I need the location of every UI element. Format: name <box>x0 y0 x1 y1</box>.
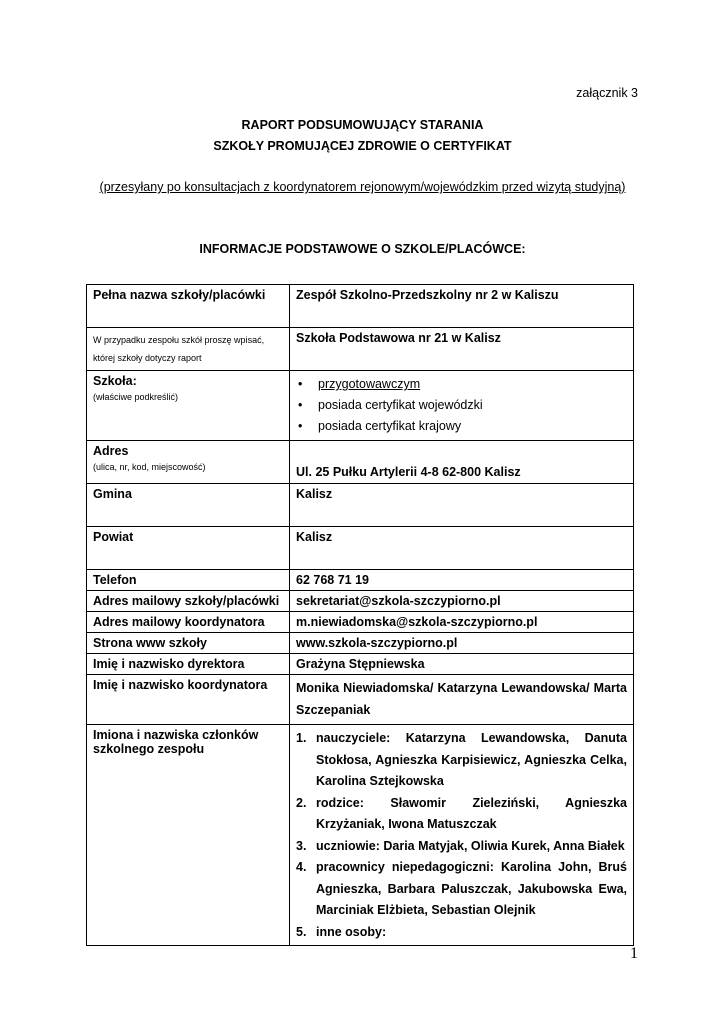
list-item: 4. pracownicy niepedagogiczni: Karolina John, Bruś Agnieszka, Barbara Paluszczak, Jakubowska Ewa, Marciniak Elżbieta, Sebastian Olejnik <box>296 860 627 917</box>
table-row <box>87 484 634 527</box>
table-row <box>87 675 634 725</box>
school-status-options <box>290 371 634 441</box>
phone-label: Telefon <box>87 570 290 591</box>
full-name-label: Pełna nazwa szkoły/placówki <box>87 285 290 328</box>
page-number: 1 <box>630 945 638 962</box>
table-row <box>87 570 634 591</box>
team-list-cell <box>290 725 634 946</box>
complex-value: Szkoła Podstawowa nr 21 w Kalisz <box>290 328 634 371</box>
website-value: www.szkola-szczypiorno.pl <box>290 633 634 654</box>
full-name-value: Zespół Szkolno-Przedszkolny nr 2 w Kaliszu <box>290 285 634 328</box>
school-status-sublabel: (właściwe podkreślić) <box>93 392 179 402</box>
list-item: 2. rodzice: Sławomir Zieleziński, Agnieszka Krzyżaniak, Iwona Matuszczak <box>296 795 627 831</box>
commune-label: Gmina <box>87 484 290 527</box>
coordinator-value: Monika Niewiadomska/ Katarzyna Lewandowska/ Marta Szczepaniak <box>290 675 634 725</box>
phone-value: 62 768 71 19 <box>290 570 634 591</box>
complex-label-line1: W przypadku zespołu szkół proszę wpisać, <box>93 335 265 345</box>
status-option: • posiada certyfikat krajowy <box>318 416 627 437</box>
list-item: 1. nauczyciele: Katarzyna Lewandowska, Danuta Stokłosa, Agnieszka Karpisiewicz, Agnieszka Celka, Karolina Sztejkowska <box>296 731 627 788</box>
table-row <box>87 633 634 654</box>
table-row <box>87 371 634 441</box>
director-value: Grażyna Stępniewska <box>290 654 634 675</box>
section-title: INFORMACJE PODSTAWOWE O SZKOLE/PLACÓWCE: <box>199 242 526 256</box>
address-value: Ul. 25 Pułku Artylerii 4-8 62-800 Kalisz <box>296 465 521 479</box>
school-status-label: Szkoła: <box>93 374 137 388</box>
address-value-cell <box>290 441 634 484</box>
list-item: 5. inne osoby: <box>296 924 387 939</box>
website-label: Strona www szkoły <box>87 633 290 654</box>
table-row <box>87 612 634 633</box>
report-title-line1: RAPORT PODSUMOWUJĄCY STARANIA <box>241 118 484 132</box>
county-label: Powiat <box>87 527 290 570</box>
coordinator-email-label: Adres mailowy koordynatora <box>87 612 290 633</box>
coordinator-email-value: m.niewiadomska@szkola-szczypiorno.pl <box>290 612 634 633</box>
school-email-label: Adres mailowy szkoły/placówki <box>87 591 290 612</box>
school-status-label-cell <box>87 371 290 441</box>
table-row <box>87 527 634 570</box>
table-row <box>87 654 634 675</box>
status-option: • przygotowawczym <box>318 374 627 395</box>
school-email-value: sekretariat@szkola-szczypiorno.pl <box>290 591 634 612</box>
team-list <box>296 728 627 943</box>
address-label: Adres <box>93 444 129 458</box>
status-option: • posiada certyfikat wojewódzki <box>318 395 627 416</box>
complex-label-line2: której szkoły dotyczy raport <box>93 353 202 363</box>
team-label: Imiona i nazwiska członków szkolnego zespołu <box>87 725 290 946</box>
coordinator-label: Imię i nazwisko koordynatora <box>87 675 290 725</box>
county-value: Kalisz <box>290 527 634 570</box>
commune-value: Kalisz <box>290 484 634 527</box>
table-row <box>87 725 634 946</box>
address-sublabel: (ulica, nr, kod, miejscowość) <box>93 462 206 472</box>
table-row <box>87 591 634 612</box>
table-row <box>87 328 634 371</box>
school-info-table <box>86 284 634 946</box>
report-subtitle: (przesyłany po konsultacjach z koordynatorem rejonowym/wojewódzkim przed wizytą studyjną) <box>99 180 626 194</box>
attachment-label: załącznik 3 <box>576 86 638 100</box>
table-row <box>87 285 634 328</box>
report-title-line2: SZKOŁY PROMUJĄCEJ ZDROWIE O CERTYFIKAT <box>213 139 512 153</box>
list-item: 3. uczniowie: Daria Matyjak, Oliwia Kurek, Anna Białek <box>296 838 625 853</box>
table-row <box>87 441 634 484</box>
address-label-cell <box>87 441 290 484</box>
director-label: Imię i nazwisko dyrektora <box>87 654 290 675</box>
complex-label <box>87 328 290 371</box>
